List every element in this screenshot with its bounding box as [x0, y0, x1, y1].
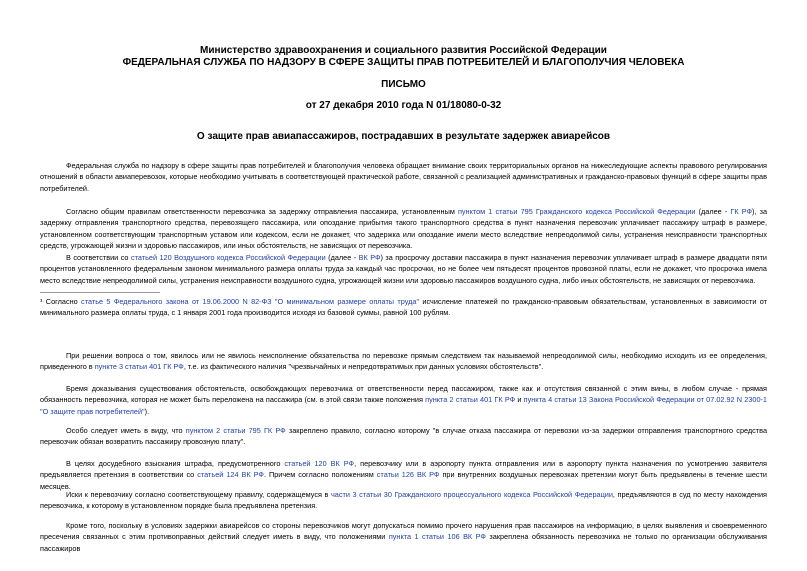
- document-subject: О защите прав авиапассажиров, пострадавших в результате задержек авиарейсов: [196, 131, 611, 142]
- paragraph-3-text: (далее -: [325, 253, 359, 262]
- service-name: ФЕДЕРАЛЬНАЯ СЛУЖБА ПО НАДЗОРУ В СФЕРЕ ЗАЩИТЫ ПРАВ ПОТРЕБИТЕЛЕЙ И БЛАГОПОЛУЧИЯ ЧЕЛОВЕКА: [122, 57, 685, 68]
- link-gk-401-3[interactable]: пункте 3 статьи 401 ГК РФ: [94, 362, 184, 372]
- link-vk-106-1[interactable]: пункта 1 статьи 106 ВК РФ: [388, 532, 486, 542]
- paragraph-4-text: При решении вопроса о том, явилось или не явилось неисполнение обязательства по перевозке прямым следствием так называемой непреодолимой силы, необходимо исходить из ее определения, приведенного в: [40, 351, 767, 372]
- link-fz-82[interactable]: статье 5 Федерального закона от 19.06.2000 N 82-ФЗ "О минимальном размере оплаты труда": [81, 297, 420, 306]
- paragraph-8-text: , предъявляются в суд по месту нахождения перевозчика, к которому в установленном порядке была предъявлена претензия.: [40, 490, 767, 511]
- footnote-divider: [40, 292, 160, 293]
- paragraph-7-text: при внутренних воздушных перевозках претензии могут быть предъявлены в течение шести месяцев.: [40, 470, 767, 491]
- paragraph-2-text: ), за задержку отправления транспортного средства, перевозящего пассажира, или опоздание прибытия такого транспортного средства в пункт назначения перевозчик уплачивает пассажиру штраф в размере, установленном соответствующим транспортным уставом или кодексом, если не докажет, что задержка или опоздание имели место вследствие непреодолимой силы, устранения неисправности транспортных средств, угрожающей жизни и здоровью пассажиров, или иных обстоятельств, не зависящих от перевозчика.: [40, 207, 768, 251]
- paragraph-8: [40, 489, 767, 512]
- link-gk-795-1[interactable]: пунктом 1 статьи 795 Гражданского кодекса Российской Федерации: [457, 207, 696, 216]
- footnote-mark: ¹: [40, 297, 43, 306]
- paragraph-3: [40, 252, 767, 286]
- document-type: ПИСЬМО: [381, 79, 426, 90]
- paragraph-7: [40, 458, 767, 492]
- paragraph-2-text: Согласно общим правилам ответственности перевозчика за задержку отправления пассажира, установленным: [66, 207, 458, 216]
- link-vk-124[interactable]: статьей 124 ВК РФ: [197, 470, 264, 480]
- paragraph-2-text: (далее -: [695, 207, 731, 216]
- paragraph-9: [40, 520, 767, 554]
- paragraph-6-text: Особо следует иметь в виду, что: [66, 426, 186, 435]
- paragraph-8-text: Иски к перевозчику согласно соответствующему правилу, содержащемуся в: [66, 490, 331, 499]
- ministry-name: Министерство здравоохранения и социального развития Российской Федерации: [200, 45, 607, 56]
- paragraph-4: [40, 350, 767, 373]
- paragraph-1: [40, 160, 767, 194]
- footnote: [40, 296, 767, 319]
- link-gk-401-2[interactable]: пункта 2 статьи 401 ГК РФ: [425, 395, 516, 405]
- link-vk-120b[interactable]: статьей 120 ВК РФ: [284, 459, 355, 468]
- link-gpk-30-3[interactable]: части 3 статьи 30 Гражданского процессуального кодекса Российской Федерации: [330, 490, 613, 499]
- paragraph-6-text: закреплено правило, согласно которому "в случае отказа пассажира от перевозки из-за задержки отправления транспортного средства перевозчик обязан возвратить пассажиру провозную плату".: [40, 426, 768, 447]
- paragraph-5-text: Бремя доказывания существования обстоятельств, освобождающих перевозчика от ответственности перед пассажиром, также как и отсутствия связанной с этим вины, в любом случае - прямая обязанность перевозчика, которая не может быть переложена на пассажира (см. в этой связи также положения: [40, 384, 767, 405]
- link-zpp-13-4[interactable]: пункта 4 статьи 13 Закона Российской Федерации от 07.02.92 N 2300-1 "О защите прав потребителей": [40, 395, 767, 416]
- footnote-text: исчисление платежей по гражданско-правовым обязательствам, установленных в зависимости от минимального размера оплаты труда, с 1 января 2001 года производится исходя из базовой суммы, равной 100 рублям.: [40, 297, 767, 318]
- link-vk-rf[interactable]: ВК РФ: [358, 253, 381, 262]
- paragraph-9-text: закреплена обязанность перевозчика не только по организации обслуживания пассажиров: [40, 532, 768, 553]
- paragraph-3-text: ) за просрочку доставки пассажира в пункт назначения перевозчик уплачивает штраф в размере двадцати пяти процентов установленного федеральным законом минимального размера оплаты труда за каждый час просрочки, но не более чем пятьдесят процентов провозной платы, если не докажет, что просрочка имела место вследствие непреодолимой силы, устранения неисправности воздушного судна, угрожающей жизни или здоровью пассажиров воздушного судна, либо иных обстоятельств, не зависящих от перевозчика.: [40, 253, 767, 285]
- footnote-text: Согласно: [42, 297, 82, 306]
- paragraph-5-text: и: [515, 395, 524, 405]
- link-vk-120[interactable]: статьей 120 Воздушного кодекса Российской Федерации: [130, 253, 326, 262]
- link-vk-126[interactable]: статьи 126 ВК РФ: [376, 470, 440, 480]
- paragraph-4-text: , т.е. из фактического наличия "чрезвычайных и непредотвратимых при данных условиях обстоятельств".: [183, 362, 544, 372]
- link-gk-rf[interactable]: ГК РФ: [730, 207, 753, 216]
- paragraph-6: [40, 425, 767, 448]
- link-gk-795-2[interactable]: пунктом 2 статьи 795 ГК РФ: [185, 426, 286, 435]
- paragraph-7-text: . Причем согласно положениям: [263, 470, 377, 480]
- paragraph-2: [40, 206, 767, 252]
- paragraph-3-text: В соответствии со: [66, 253, 131, 262]
- paragraph-7-text: В целях досудебного взыскания штрафа, предусмотренного: [66, 459, 285, 468]
- paragraph-1-text: Федеральная служба по надзору в сфере защиты прав потребителей и благополучия человека обращает внимание своих территориальных органов на нижеследующие аспекты правового регулирования отношений в области авиаперевозок, которые необходимо учитывать в соответствующей практической работе, связанной с реализацией административных и гражданско-правовых функций в сфере защиты прав потребителей.: [40, 161, 767, 193]
- paragraph-5: [40, 383, 767, 417]
- document-date: от 27 декабря 2010 года N 01/18080-0-32: [305, 100, 502, 111]
- paragraph-7-text: , перевозчику или в аэропорту пункта отправления или в аэропорту пункта назначения по усмотрению заявителя предъявляется претензия в соответствии со: [40, 459, 767, 480]
- paragraph-9-text: Кроме того, поскольку в условиях задержки авиарейсов со стороны перевозчиков могут допускаться помимо прочего нарушения прав пассажиров на информацию, в целях выявления и своевременного пресечения связанных с этим противоправных действий следует иметь в виду, что положениями: [40, 521, 767, 542]
- paragraph-5-text: ).: [144, 406, 150, 416]
